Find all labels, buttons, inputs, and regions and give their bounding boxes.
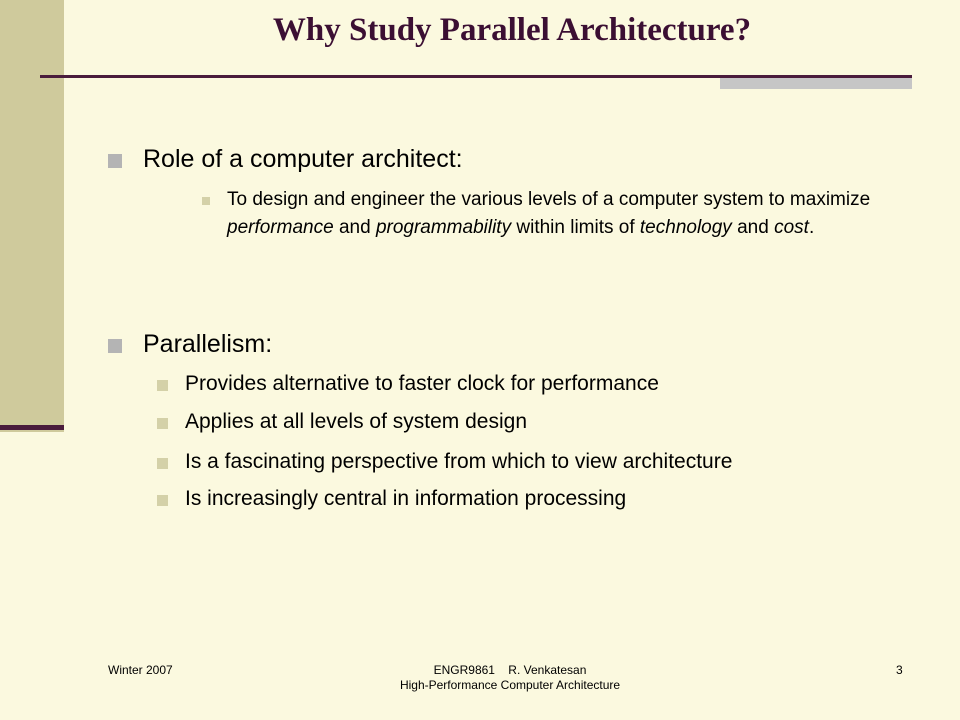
bullet-role-of-architect [143, 145, 463, 174]
square-bullet-icon [157, 380, 168, 391]
left-band-divider [0, 425, 64, 430]
emphasis-technology: technology [639, 217, 732, 238]
square-bullet-icon [202, 197, 210, 205]
bullet-heading: Parallelism: [143, 330, 273, 358]
definition-text-1: To design and engineer the various levels of a computer system to maximize [227, 189, 871, 210]
definition-text-5: . [808, 217, 815, 238]
emphasis-programmability: programmability [375, 217, 512, 238]
definition-text-2: and [333, 217, 376, 238]
definition-text-4: and [731, 217, 775, 238]
sub-bullet-architect-definition [227, 186, 887, 242]
list-item [185, 410, 527, 434]
footer-course-line2: High-Performance Computer Architecture [399, 678, 621, 692]
footer-course-line1: ENGR9861 R. Venkatesan [433, 663, 587, 677]
footer-date: Winter 2007 [108, 663, 173, 677]
bullet-parallelism [143, 330, 272, 359]
emphasis-cost: cost [774, 217, 809, 238]
square-bullet-icon [157, 418, 168, 429]
list-item [185, 372, 659, 396]
list-item-text: Applies at all levels of system design [185, 410, 527, 433]
list-item-text: Is increasingly central in information processing [185, 487, 627, 510]
bullet-heading: Role of a computer architect: [143, 145, 463, 173]
square-bullet-icon [108, 339, 122, 353]
square-bullet-icon [157, 458, 168, 469]
left-decorative-band [0, 0, 64, 432]
list-item [185, 450, 732, 474]
list-item [185, 487, 626, 511]
slide-title: Why Study Parallel Architecture? [272, 12, 752, 48]
emphasis-performance: performance [227, 217, 334, 238]
title-rule-accent [720, 78, 912, 89]
definition-text-3: within limits of [511, 217, 640, 238]
list-item-text: Provides alternative to faster clock for performance [185, 372, 659, 395]
footer-course [340, 663, 680, 693]
square-bullet-icon [157, 495, 168, 506]
square-bullet-icon [108, 154, 122, 168]
list-item-text: Is a fascinating perspective from which to view architecture [185, 450, 733, 473]
slide-number: 3 [896, 663, 903, 677]
